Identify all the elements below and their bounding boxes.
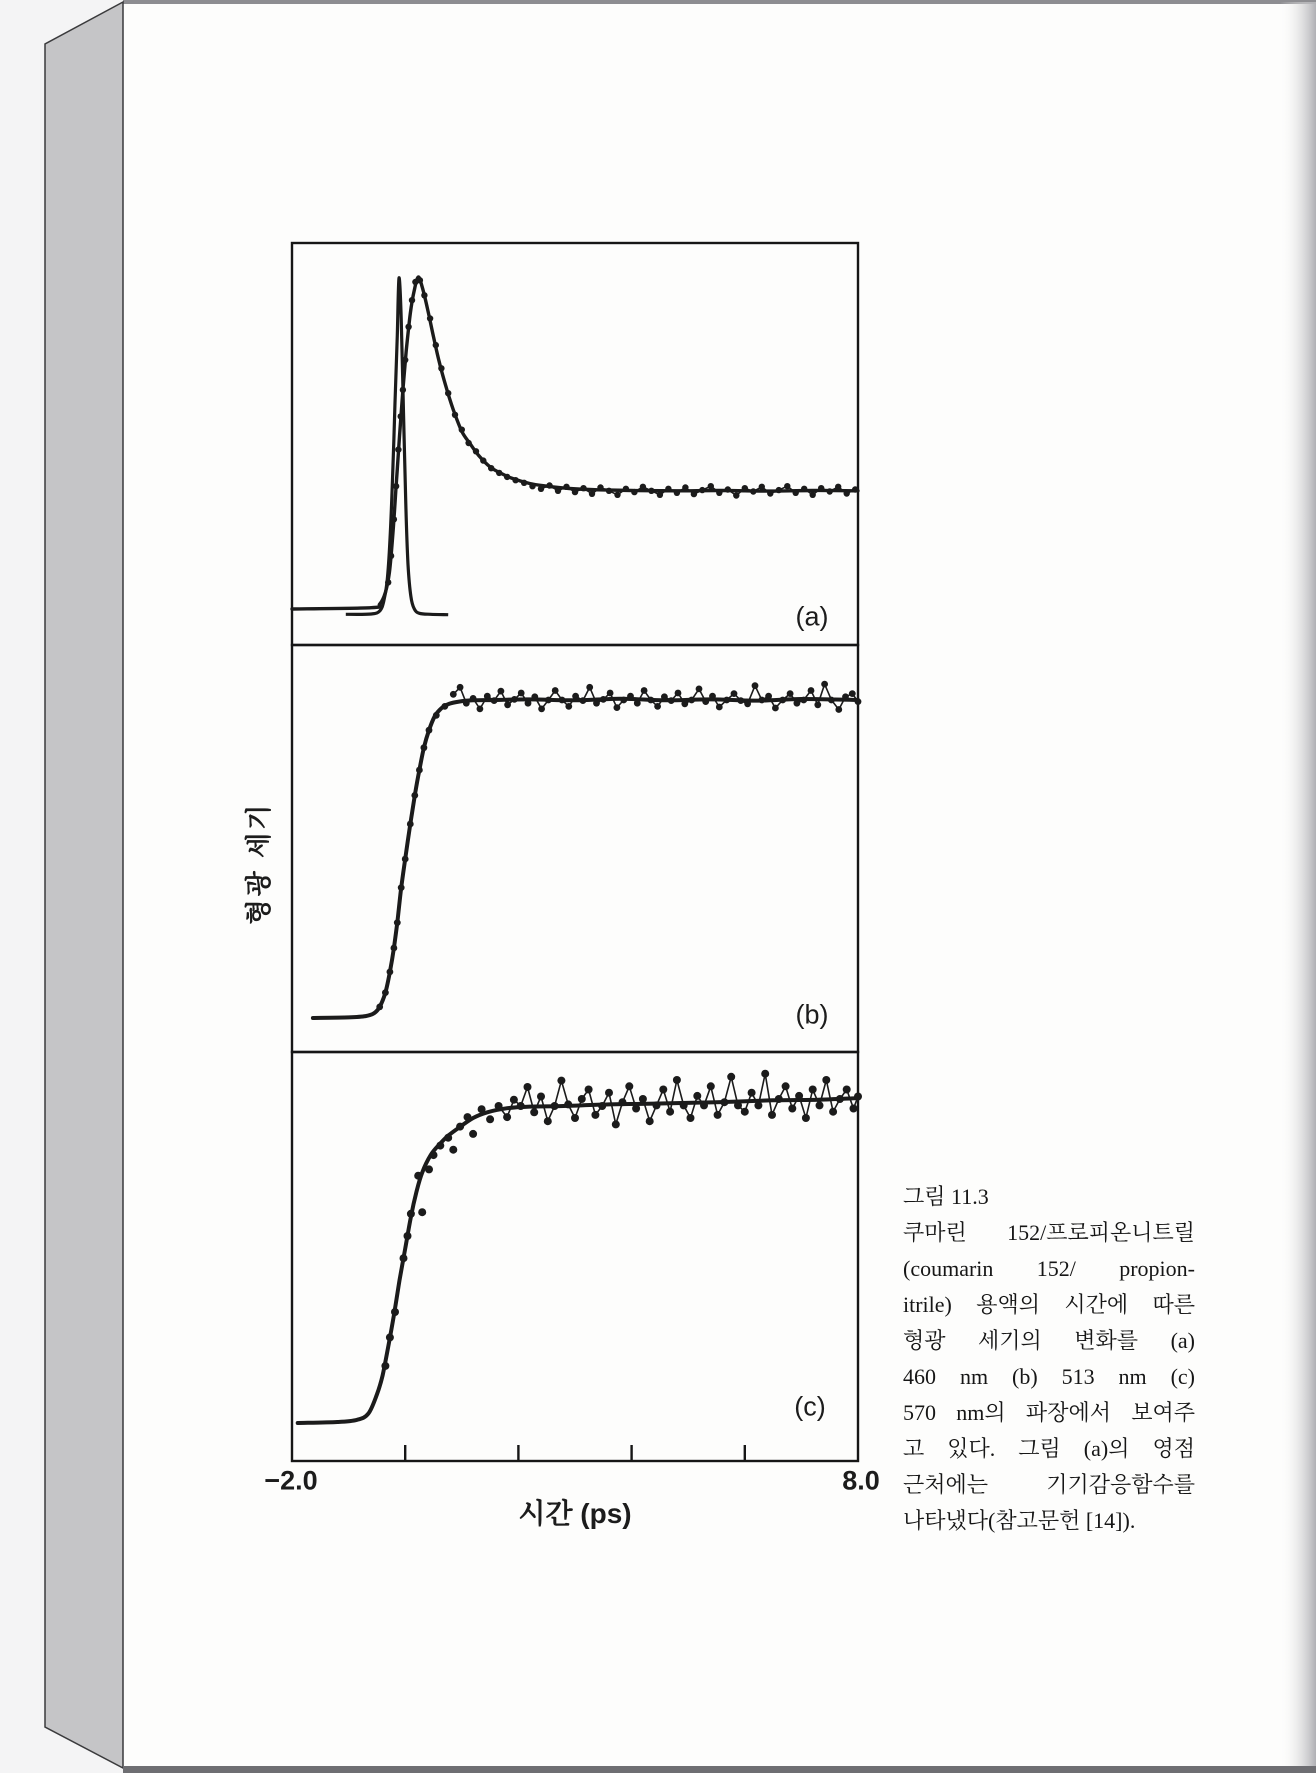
data-point-a xyxy=(733,492,739,498)
fit-curve-b xyxy=(313,699,858,1018)
data-point-b xyxy=(634,700,641,707)
data-point-a xyxy=(385,579,391,585)
data-point-c xyxy=(612,1120,620,1128)
panel-border xyxy=(292,243,858,645)
data-point-a xyxy=(716,490,722,496)
data-point-c xyxy=(564,1100,572,1108)
data-point-a xyxy=(417,277,423,283)
data-point-b xyxy=(518,690,525,697)
data-point-c xyxy=(469,1130,477,1138)
fit-curve-c xyxy=(298,1098,858,1423)
data-point-a xyxy=(555,488,561,494)
data-point-b xyxy=(814,701,821,708)
data-point-b xyxy=(641,687,648,694)
data-point-a xyxy=(409,297,415,303)
caption-line: 460 nm (b) 513 nm (c) xyxy=(903,1364,1195,1389)
caption-line: 쿠마린 152/프로피온니트릴 xyxy=(903,1220,1195,1245)
data-point-a xyxy=(538,486,544,492)
data-point-c xyxy=(495,1102,503,1110)
data-point-a xyxy=(504,474,510,480)
data-point-a xyxy=(445,390,451,396)
data-point-c xyxy=(524,1083,532,1091)
data-point-a xyxy=(708,483,714,489)
data-point-a xyxy=(427,315,433,321)
data-point-c xyxy=(854,1093,862,1101)
data-point-a xyxy=(521,480,527,486)
data-point-c xyxy=(404,1232,412,1240)
data-point-a xyxy=(810,492,816,498)
data-point-a xyxy=(725,486,731,492)
data-point-c xyxy=(391,1308,399,1316)
data-point-b xyxy=(559,697,566,704)
data-point-b xyxy=(752,682,759,689)
data-point-c xyxy=(444,1134,452,1142)
data-point-c xyxy=(517,1102,525,1110)
data-point-c xyxy=(829,1108,837,1116)
data-point-a xyxy=(818,485,824,491)
data-point-c xyxy=(639,1095,647,1103)
x-axis-tick-max: 8.0 xyxy=(842,1465,880,1496)
caption-line: 형광 세기의 변화를 (a) xyxy=(903,1328,1195,1353)
data-point-c xyxy=(822,1076,830,1084)
data-point-a xyxy=(488,465,494,471)
data-point-a xyxy=(623,486,629,492)
data-point-b xyxy=(627,693,634,700)
data-point-c xyxy=(720,1098,728,1106)
data-point-a xyxy=(614,492,620,498)
data-point-b xyxy=(463,700,470,707)
data-point-c xyxy=(418,1208,426,1216)
data-point-a xyxy=(742,485,748,491)
data-point-b xyxy=(681,700,688,707)
data-point-a xyxy=(682,484,688,490)
data-point-c xyxy=(653,1101,661,1109)
data-point-b xyxy=(607,690,614,697)
data-point-b xyxy=(731,690,738,697)
data-point-a xyxy=(512,477,518,483)
data-point-c xyxy=(741,1108,749,1116)
caption-line: 570 nm의 파장에서 보여주 xyxy=(903,1400,1195,1425)
data-point-b xyxy=(504,701,511,708)
data-point-c xyxy=(714,1111,722,1119)
data-point-c xyxy=(425,1165,433,1173)
data-point-c xyxy=(478,1105,486,1113)
data-point-a xyxy=(433,342,439,348)
data-point-b xyxy=(808,687,815,694)
data-point-b xyxy=(842,693,849,700)
data-point-c xyxy=(585,1086,593,1094)
data-point-a xyxy=(674,490,680,496)
data-point-a xyxy=(400,387,406,393)
data-point-c xyxy=(625,1082,633,1090)
data-point-b xyxy=(835,706,842,713)
data-point-b xyxy=(416,767,423,774)
data-point-a xyxy=(459,427,465,433)
data-point-b xyxy=(402,856,409,863)
data-point-b xyxy=(737,697,744,704)
data-point-a xyxy=(473,448,479,454)
data-point-c xyxy=(381,1362,389,1370)
data-point-a xyxy=(835,484,841,490)
data-point-b xyxy=(828,697,835,704)
data-point-b xyxy=(470,695,477,702)
data-point-c xyxy=(486,1115,494,1123)
data-point-a xyxy=(421,292,427,298)
data-point-c xyxy=(754,1101,762,1109)
data-point-b xyxy=(723,697,730,704)
data-point-b xyxy=(744,700,751,707)
data-point-b xyxy=(433,712,440,719)
data-point-a xyxy=(631,489,637,495)
data-point-c xyxy=(503,1113,511,1121)
data-point-b xyxy=(391,945,398,952)
data-point-c xyxy=(414,1172,422,1180)
data-point-b xyxy=(538,706,545,713)
data-point-c xyxy=(464,1113,472,1121)
data-point-b xyxy=(407,821,414,828)
data-point-b xyxy=(709,693,716,700)
data-point-a xyxy=(546,482,552,488)
data-point-c xyxy=(788,1105,796,1113)
data-point-c xyxy=(537,1093,545,1101)
data-point-c xyxy=(551,1102,559,1110)
data-point-b xyxy=(491,697,498,704)
data-point-c xyxy=(775,1095,783,1103)
data-point-b xyxy=(426,727,433,734)
data-point-a xyxy=(759,484,765,490)
data-point-b xyxy=(450,691,457,698)
data-point-a xyxy=(793,490,799,496)
data-point-a xyxy=(398,413,404,419)
data-point-c xyxy=(407,1210,415,1218)
data-point-b xyxy=(531,693,538,700)
data-point-c xyxy=(510,1096,518,1104)
data-point-c xyxy=(386,1333,394,1341)
data-point-a xyxy=(597,484,603,490)
data-point-c xyxy=(693,1092,701,1100)
caption-line: itrile) 용액의 시간에 따른 xyxy=(903,1292,1195,1317)
data-point-c xyxy=(680,1101,688,1109)
data-point-b xyxy=(620,697,627,704)
data-point-a xyxy=(776,487,782,493)
data-point-c xyxy=(571,1114,579,1122)
data-point-c xyxy=(646,1117,654,1125)
data-point-c xyxy=(456,1123,464,1131)
data-point-c xyxy=(449,1146,457,1154)
data-point-c xyxy=(619,1098,627,1106)
data-point-a xyxy=(648,488,654,494)
data-point-b xyxy=(702,698,709,705)
data-point-b xyxy=(411,792,418,799)
caption-line: (coumarin 152/ propion- xyxy=(903,1256,1195,1281)
data-point-b xyxy=(586,684,593,691)
data-point-c xyxy=(598,1102,606,1110)
caption-line: 근처에는 기기감응함수를 xyxy=(903,1472,1195,1497)
data-point-c xyxy=(605,1089,613,1097)
data-point-a xyxy=(852,486,858,492)
data-point-b xyxy=(572,693,579,700)
data-point-a xyxy=(452,412,458,418)
data-point-b xyxy=(758,697,765,704)
data-point-c xyxy=(400,1254,408,1262)
data-point-a xyxy=(480,457,486,463)
data-point-a xyxy=(388,553,394,559)
data-point-b xyxy=(675,690,682,697)
data-point-a xyxy=(606,488,612,494)
data-point-b xyxy=(647,697,654,704)
y-axis-label: 형광 세기 xyxy=(243,801,274,925)
data-point-c xyxy=(544,1117,552,1125)
data-point-c xyxy=(707,1082,715,1090)
data-point-b xyxy=(765,693,772,700)
data-point-a xyxy=(640,484,646,490)
data-point-b xyxy=(565,703,572,710)
data-point-b xyxy=(668,697,675,704)
data-point-c xyxy=(802,1114,810,1122)
data-point-c xyxy=(836,1095,844,1103)
data-point-b xyxy=(688,697,695,704)
data-point-a xyxy=(784,483,790,489)
panel-c-label: (c) xyxy=(794,1391,826,1422)
data-point-b xyxy=(593,700,600,707)
data-point-a xyxy=(665,486,671,492)
data-point-b xyxy=(855,698,862,705)
data-point-c xyxy=(700,1101,708,1109)
panel-b-label: (b) xyxy=(795,999,829,1030)
data-point-b xyxy=(477,706,484,713)
data-point-c xyxy=(850,1105,858,1113)
caption-line: 그림 11.3 xyxy=(903,1184,989,1209)
data-point-b xyxy=(821,681,828,688)
data-point-a xyxy=(844,490,850,496)
data-point-c xyxy=(761,1070,769,1078)
data-point-a xyxy=(580,485,586,491)
data-point-b xyxy=(654,703,661,710)
data-point-b xyxy=(696,686,703,693)
data-point-b xyxy=(421,744,428,751)
data-point-c xyxy=(673,1076,681,1084)
data-point-b xyxy=(441,703,448,710)
data-point-a xyxy=(496,470,502,476)
data-point-b xyxy=(772,705,779,712)
data-point-a xyxy=(572,489,578,495)
data-point-c xyxy=(843,1086,851,1094)
data-point-c xyxy=(430,1151,438,1159)
data-point-a xyxy=(750,488,756,494)
data-point-a xyxy=(691,491,697,497)
data-point-b xyxy=(394,919,401,926)
data-point-c xyxy=(659,1086,667,1094)
data-point-a xyxy=(589,491,595,497)
data-point-b xyxy=(484,693,491,700)
data-point-a xyxy=(529,483,535,489)
data-point-b xyxy=(552,687,559,694)
data-point-c xyxy=(748,1089,756,1097)
panel-a-label: (a) xyxy=(795,601,829,632)
data-point-c xyxy=(436,1142,444,1150)
data-point-c xyxy=(768,1111,776,1119)
data-point-b xyxy=(376,1004,383,1011)
data-point-a xyxy=(767,490,773,496)
data-point-b xyxy=(787,690,794,697)
caption-line: 고 있다. 그림 (a)의 영점 xyxy=(903,1436,1195,1461)
data-point-c xyxy=(687,1114,695,1122)
data-point-c xyxy=(530,1108,538,1116)
data-point-c xyxy=(727,1073,735,1081)
data-point-a xyxy=(393,483,399,489)
data-point-b xyxy=(614,704,621,711)
fit-curve-a xyxy=(292,277,858,609)
data-point-b xyxy=(661,693,668,700)
data-point-c xyxy=(632,1105,640,1113)
data-point-c xyxy=(734,1101,742,1109)
data-point-a xyxy=(405,324,411,330)
data-point-c xyxy=(591,1111,599,1119)
data-point-b xyxy=(525,700,532,707)
figure-caption xyxy=(903,1179,1195,1539)
data-point-b xyxy=(498,688,505,695)
data-point-c xyxy=(816,1101,824,1109)
data-point-b xyxy=(600,696,607,703)
data-point-b xyxy=(511,696,518,703)
x-axis-tick-min: −2.0 xyxy=(264,1465,318,1496)
data-point-a xyxy=(563,484,569,490)
data-point-b xyxy=(779,697,786,704)
data-point-b xyxy=(716,704,723,711)
data-point-b xyxy=(545,697,552,704)
data-point-c xyxy=(795,1092,803,1100)
data-point-b xyxy=(580,697,587,704)
caption-line: 나타냈다(참고문헌 [14]). xyxy=(903,1508,1136,1533)
data-point-c xyxy=(578,1095,586,1103)
data-point-a xyxy=(827,488,833,494)
data-point-b xyxy=(398,884,405,891)
data-point-a xyxy=(801,486,807,492)
data-point-c xyxy=(782,1082,790,1090)
data-point-a xyxy=(391,516,397,522)
data-point-b xyxy=(849,690,856,697)
data-point-a xyxy=(657,492,663,498)
data-point-c xyxy=(557,1077,565,1085)
data-point-a xyxy=(395,446,401,452)
data-point-a xyxy=(402,357,408,363)
x-axis-label: 시간 (ps) xyxy=(518,1498,632,1529)
data-point-c xyxy=(666,1108,674,1116)
data-point-a xyxy=(438,365,444,371)
data-point-b xyxy=(457,684,464,691)
data-point-b xyxy=(800,697,807,704)
data-point-c xyxy=(809,1086,817,1094)
data-point-b xyxy=(794,700,801,707)
data-point-b xyxy=(382,989,389,996)
data-point-b xyxy=(387,969,394,976)
data-point-a xyxy=(465,440,471,446)
data-point-a xyxy=(699,487,705,493)
